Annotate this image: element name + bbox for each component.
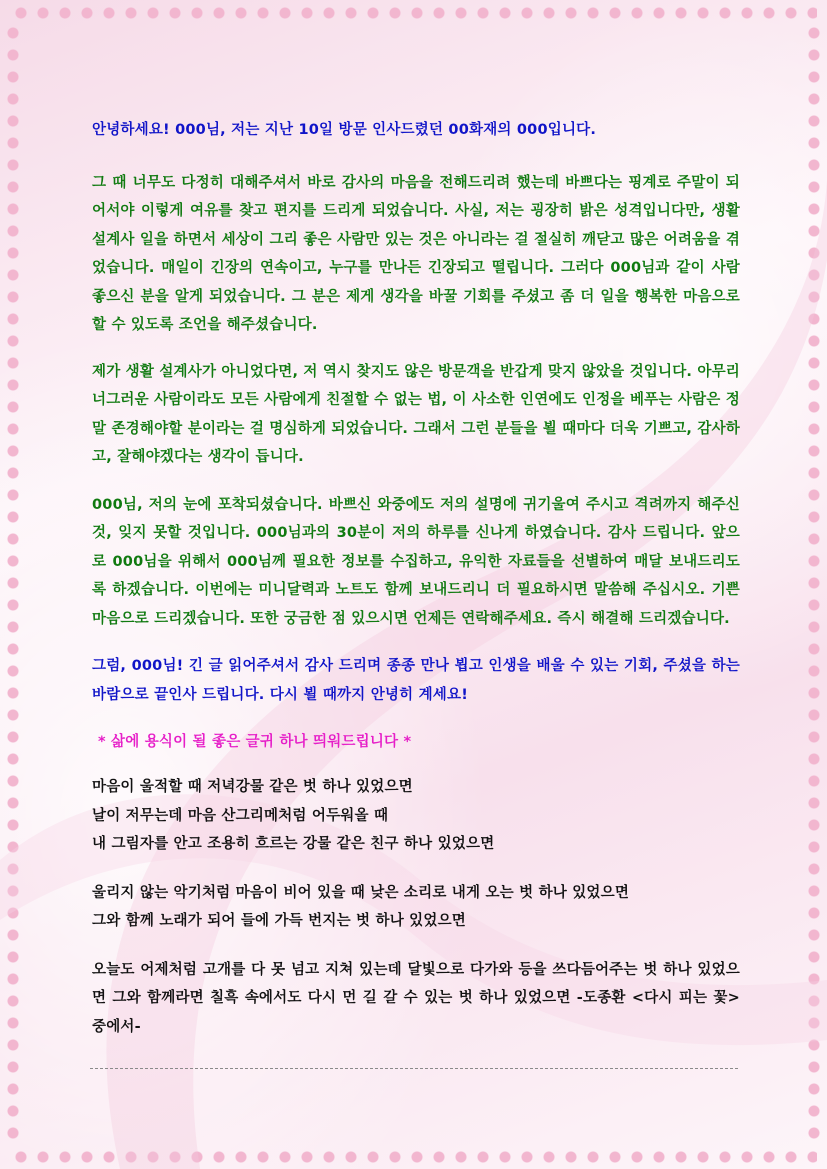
poem-stanza-3: 오늘도 어제처럼 고개를 다 못 넘고 지쳐 있는데 달빛으로 다가와 등을 쓰다듬어주는 벗 하나 있었으면 그와 함께라면 칠흑 속에서도 다시 먼 길 갈 수 있는 벗 하나 있었으면 -도종환 <다시 피는 꽃> 중에서- xyxy=(92,961,740,1035)
poem-line: 그와 함께 노래가 되어 들에 가득 번지는 벗 하나 있었으면 xyxy=(92,913,466,929)
poem-line: 마음이 울적할 때 저녁강물 같은 벗 하나 있었으면 xyxy=(92,779,413,795)
footer-divider xyxy=(90,1068,738,1069)
poem-line: 울리지 않는 악기처럼 마음이 비어 있을 때 낮은 소리로 내게 오는 벗 하나 있었으면 xyxy=(92,884,630,901)
body-paragraph-3: 000님, 저의 눈에 포착되셨습니다. 바쁘신 와중에도 저의 설명에 귀기울여 주시고 격려까지 해주신 것, 잊지 못할 것입니다. 000님과의 30분이 저의 하루를 신나게 하였습니다. 감사 드립니다. 앞으로 000님을 위해서 000님께 필요한 정보를 수집하고, 유익한 자료들을 선별하여 매달 보내드리도록 하겠습니다. 이번에는 미니달력과 노트도 함께 보내드리니 더 필요하시면 말씀해 주십시오. 기쁜 마음으로 드리겠습니다. 또한 궁금한 점 있으시면 언제든 연락해주세요. 즉시 해결해 드리겠습니다. xyxy=(92,496,740,627)
poem-stanza-2 xyxy=(92,879,740,936)
top-dotted-border xyxy=(10,4,817,22)
body-paragraph-2: 제가 생활 설계사가 아니었다면, 저 역시 찾지도 않은 방문객을 반갑게 맞지 않았을 것입니다. 아무리 너그러운 사람이라도 모든 사람에게 친절할 수 없는 법, 이 사소한 인연에도 인정을 베푸는 사람은 정말 존경해야할 분이라는 걸 명심하게 되었습니다. 그래서 그런 분들을 뵐 때마다 더욱 기쁘고, 감사하고, 잘해야겠다는 생각이 듭니다. xyxy=(92,363,740,465)
closing-paragraph: 그럼, 000님! 긴 글 읽어주셔서 감사 드리며 종종 만나 뵙고 인생을 배울 수 있는 기회, 주셨을 하는 바람으로 끝인사 드립니다. 다시 뵐 때까지 안녕히 계세요! xyxy=(92,658,740,703)
quote-title: * 삶에 용식이 될 좋은 글귀 하나 띄워드립니다 * xyxy=(98,734,412,750)
body-paragraph-1: 그 때 너무도 다정히 대해주셔서 바로 감사의 마음을 전해드리려 했는데 바쁘다는 핑계로 주말이 되어서야 이렇게 여유를 찾고 편지를 드리게 되었습니다. 사실, 저는 굉장히 밝은 성격입니다만, 생활설계사 일을 하면서 세상이 그리 좋은 사람만 있는 것은 아니라는 걸 절실히 깨닫고 많은 어려움을 겪었습니다. 매일이 긴장의 연속이고, 누구를 만나든 긴장되고 떨립니다. 그러다 000님과 같이 사람 좋으신 분을 알게 되었습니다. 그 분은 제게 생각을 바꿀 기회를 주셨고 좀 더 일을 행복한 마음으로 할 수 있도록 조언을 해주셨습니다. xyxy=(92,174,740,333)
left-dotted-border xyxy=(4,22,22,1148)
poem-line: 날이 저무는데 마음 산그리메처럼 어두워올 때 xyxy=(92,807,389,824)
letter-content xyxy=(92,116,740,1041)
bottom-dotted-border xyxy=(10,1148,817,1166)
poem-line: 내 그림자를 안고 조용히 흐르는 강물 같은 친구 하나 있었으면 xyxy=(92,836,495,852)
poem-stanza-1 xyxy=(92,773,740,859)
greeting-line: 안녕하세요! 000님, 저는 지난 10일 방문 인사드렸던 00화재의 000입니다. xyxy=(92,122,597,138)
right-dotted-border xyxy=(805,22,823,1148)
